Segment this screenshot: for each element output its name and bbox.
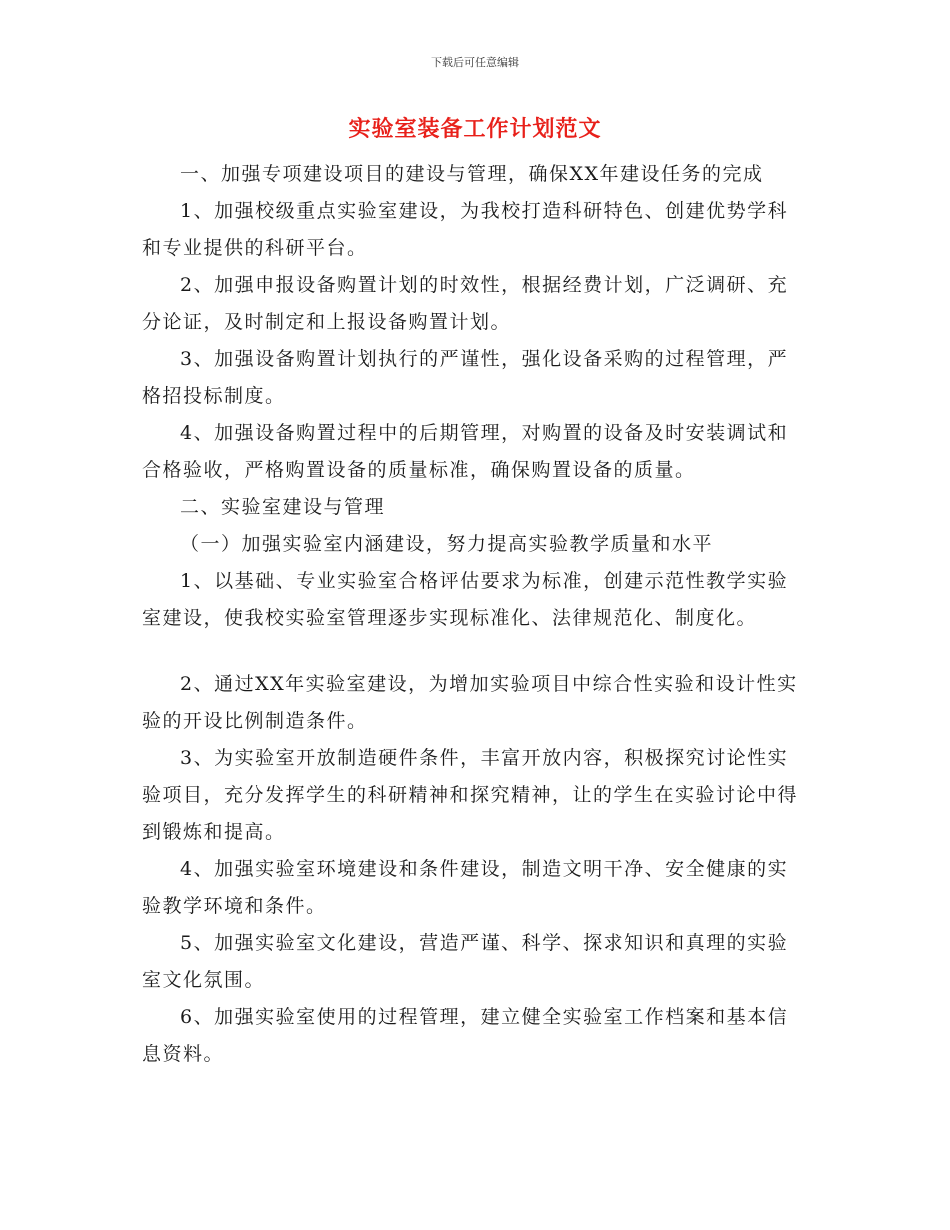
paragraph-item: 3、为实验室开放制造硬件条件，丰富开放内容，积极探究讨论性实验项目，充分发挥学生的科研精神和探究精神，让的学生在实验讨论中得到锻炼和提高。 bbox=[142, 747, 799, 843]
paragraph-item: 3、加强设备购置计划执行的严谨性，强化设备采购的过程管理，严格招投标制度。 bbox=[142, 348, 789, 407]
document-body bbox=[142, 156, 808, 1073]
document-title: 实验室装备工作计划范文 bbox=[348, 116, 602, 142]
paragraph-item: 4、加强设备购置过程中的后期管理，对购置的设备及时安装调试和合格验收，严格购置设备的质量标准，确保购置设备的质量。 bbox=[142, 422, 789, 481]
paragraph-item: 1、加强校级重点实验室建设，为我校打造科研特色、创建优势学科和专业提供的科研平台。 bbox=[142, 200, 789, 259]
paragraph-item: 4、加强实验室环境建设和条件建设，制造文明干净、安全健康的实验教学环境和条件。 bbox=[142, 858, 789, 917]
paragraph-item: 1、以基础、专业实验室合格评估要求为标准，创建示范性教学实验室建设，使我校实验室管理逐步实现标准化、法律规范化、制度化。 bbox=[142, 570, 789, 629]
section-heading-2: 二、实验室建设与管理 bbox=[180, 496, 386, 518]
paragraph-item: 5、加强实验室文化建设，营造严谨、科学、探求知识和真理的实验室文化氛围。 bbox=[142, 932, 789, 991]
blank-line bbox=[142, 637, 808, 666]
page-header-note: 下载后可任意编辑 bbox=[431, 56, 519, 69]
paragraph-item: 2、通过XX年实验室建设，为增加实验项目中综合性实验和设计性实验的开设比例制造条件。 bbox=[142, 673, 798, 732]
subsection-heading: （一）加强实验室内涵建设，努力提高实验教学质量和水平 bbox=[180, 533, 714, 555]
paragraph-item: 2、加强申报设备购置计划的时效性，根据经费计划，广泛调研、充分论证，及时制定和上报设备购置计划。 bbox=[142, 274, 789, 333]
paragraph-item: 6、加强实验室使用的过程管理，建立健全实验室工作档案和基本信息资料。 bbox=[142, 1006, 789, 1065]
section-heading-1: 一、加强专项建设项目的建设与管理，确保XX年建设任务的完成 bbox=[180, 163, 764, 185]
